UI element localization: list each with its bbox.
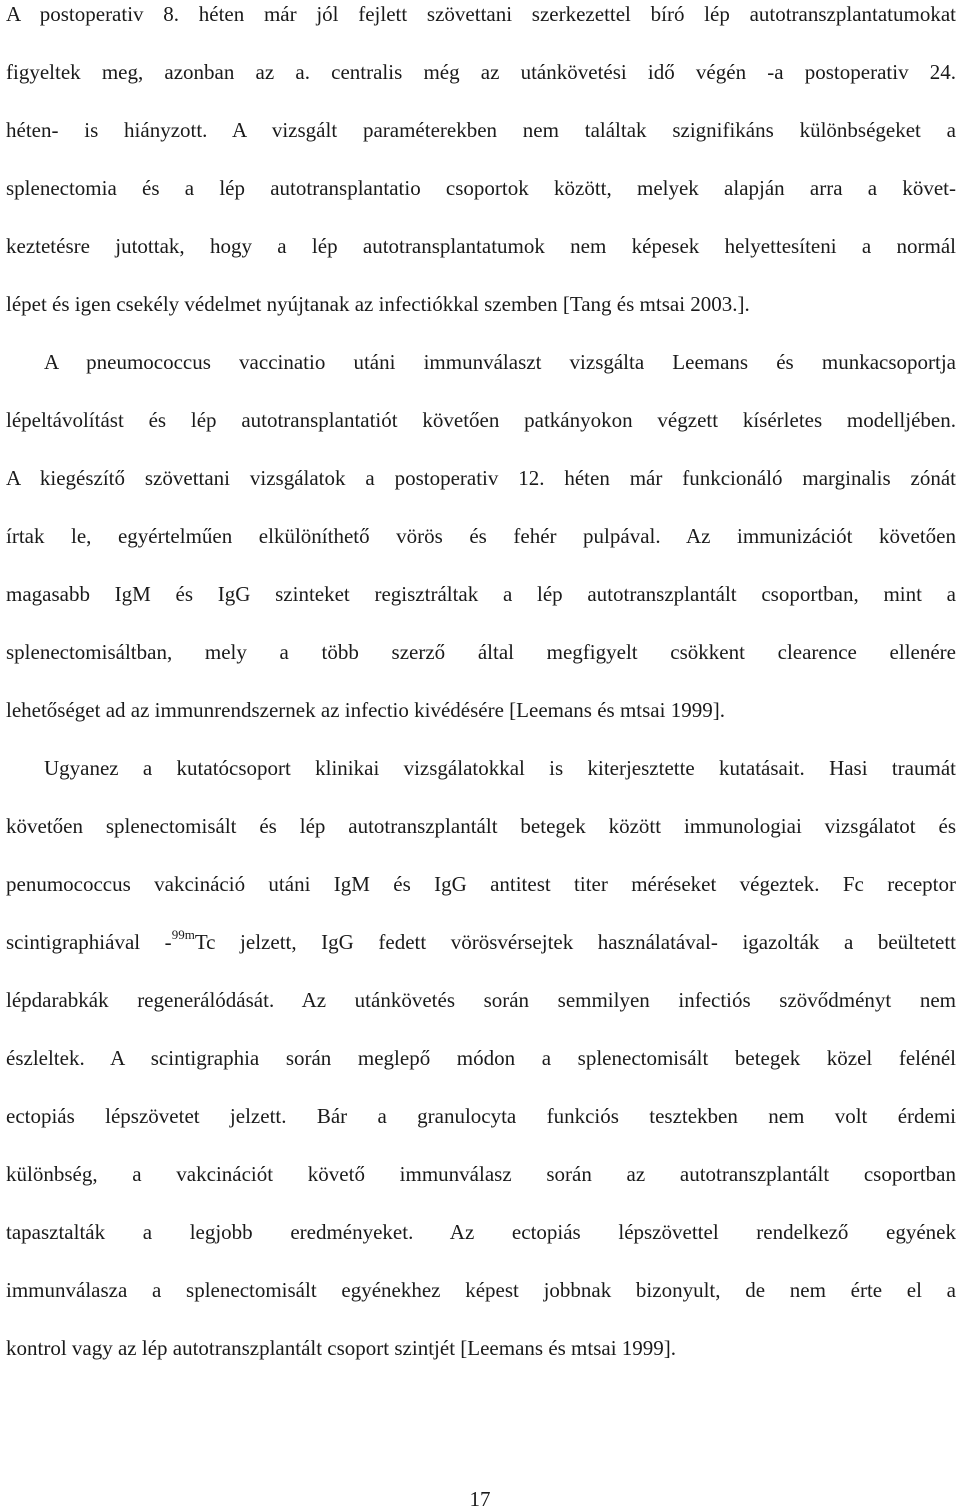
text-segment: Tc jelzett, IgG fedett vörösvérsejtek használatával- igazolták a beültetett [194, 930, 956, 954]
text-line: észleltek. A scintigraphia során meglepő módon a splenectomisált betegek közel felénél [6, 1046, 956, 1070]
text-line: ectopiás lépszövetet jelzett. Bár a granulocyta funkciós tesztekben nem volt érdemi [6, 1104, 956, 1128]
paragraph-start-line: A pneumococcus vaccinatio utáni immunválaszt vizsgálta Leemans és munkacsoportja [44, 350, 956, 374]
text-line: A kiegészítő szövettani vizsgálatok a postoperativ 12. héten már funkcionáló marginalis zónát [6, 466, 956, 490]
text-line: követően splenectomisált és lép autotranszplantált betegek között immunologiai vizsgálatot és [6, 814, 956, 838]
text-line: figyeltek meg, azonban az a. centralis még az utánkövetési idő végén -a postoperativ 24. [6, 60, 956, 84]
text-segment: scintigraphiával - [6, 930, 172, 954]
text-line: penumococcus vakcináció utáni IgM és IgG antitest titer méréseket végeztek. Fc receptor [6, 872, 956, 896]
page-number: 17 [469, 1487, 491, 1511]
paragraph-start-line: Ugyanez a kutatócsoport klinikai vizsgálatokkal is kiterjesztette kutatásait. Hasi traumát [44, 756, 956, 780]
text-line: splenectomisáltban, mely a több szerző által megfigyelt csökkent clearence ellenére [6, 640, 956, 664]
text-line: kontrol vagy az lép autotranszplantált csoport szintjét [Leemans és mtsai 1999]. [6, 1336, 677, 1360]
text-line: A postoperativ 8. héten már jól fejlett szövettani szerkezettel bíró lép autotranszplantatumokat [6, 2, 956, 26]
isotope-superscript: 99m [171, 927, 195, 942]
text-line: írtak le, egyértelműen elkülöníthető vörös és fehér pulpával. Az immunizációt követően [6, 524, 956, 548]
text-line: lépeltávolítást és lép autotransplantatiót követően patkányokon végzett kísérletes modelljében. [6, 408, 956, 432]
text-line: tapasztalták a legjobb eredményeket. Az ectopiás lépszövettel rendelkező egyének [6, 1220, 956, 1244]
text-line: különbség, a vakcinációt követő immunválasz során az autotranszplantált csoportban [6, 1162, 956, 1186]
text-line: immunválasza a splenectomisált egyénekhez képest jobbnak bizonyult, de nem érte el a [6, 1278, 956, 1302]
text-line: splenectomia és a lép autotransplantatio csoportok között, melyek alapján arra a követ- [6, 176, 956, 200]
text-line: lehetőséget ad az immunrendszernek az infectio kivédésére [Leemans és mtsai 1999]. [6, 698, 725, 722]
text-line: magasabb IgM és IgG szinteket regisztráltak a lép autotranszplantált csoportban, mint a [6, 582, 956, 606]
text-line: lépet és igen csekély védelmet nyújtanak az infectiókkal szemben [Tang és mtsai 2003.]. [6, 292, 750, 316]
text-line: keztetésre jutottak, hogy a lép autotransplantatumok nem képesek helyettesíteni a normál [6, 234, 956, 258]
text-line-with-superscript [6, 929, 956, 958]
text-line: héten- is hiányzott. A vizsgált paraméterekben nem találtak szignifikáns különbségeket a [6, 118, 956, 142]
text-line: lépdarabkák regenerálódását. Az utánkövetés során semmilyen infectiós szövődményt nem [6, 988, 956, 1012]
